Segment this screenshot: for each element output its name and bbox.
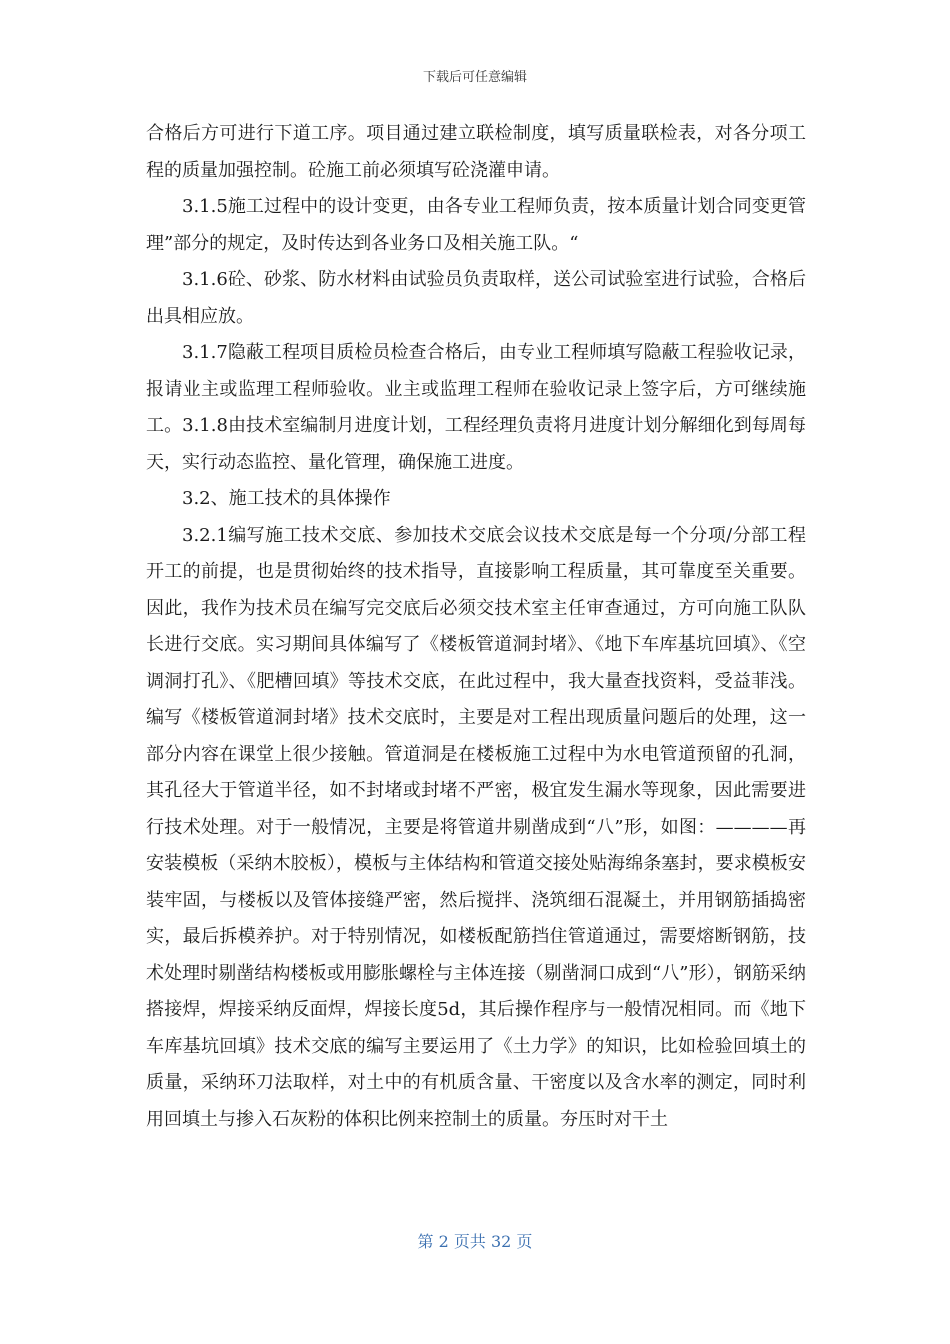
paragraph: 3.1.5施工过程中的设计变更，由各专业工程师负责，按本质量计划合同变更管理”部分的规定，及时传达到各业务口及相关施工队。“ — [146, 196, 806, 254]
paragraph: 3.2.1编写施工技术交底、参加技术交底会议技术交底是每一个分项/分部工程开工的前提，也是贯彻始终的技术指导，直接影响工程质量，其可靠度至关重要。因此，我作为技术员在编写完交底后必须交技术室主任审查通过，方可向施工队队长进行交底。实习期间具体编写了《楼板管道洞封堵》、《地下车库基坑回填》、《空调洞打孔》、《肥槽回填》等技术交底，在此过程中，我大量查找资料，受益菲浅。编写《楼板管道洞封堵》技术交底时，主要是对工程出现质量问题后的处理，这一部分内容在课堂上很少接触。管道洞是在楼板施工过程中为水电管道预留的孔洞，其孔径大于管道半径，如不封堵或封堵不严密，极宜发生漏水等现象，因此需要进行技术处理。对于一般情况，主要是将管道井剔凿成到“八”形，如图：————再安装模板（采纳木胶板），模板与主体结构和管道交接处贴海绵条塞封，要求模板安装牢固，与楼板以及管体接缝严密，然后搅拌、浇筑细石混凝土，并用钢筋插捣密实，最后拆模养护。对于特别情况，如楼板配筋挡住管道通过，需要熔断钢筋，技术处理时剔凿结构楼板或用膨胀螺栓与主体连接（剔凿洞口成到“八”形），钢筋采纳搭接焊，焊接采纳反面焊，焊接长度5d，其后操作程序与一般情况相同。而《地下车库基坑回填》技术交底的编写主要运用了《土力学》的知识，比如检验回填土的质量，采纳环刀法取样，对土中的有机质含量、干密度以及含水率的测定，同时利用回填土与掺入石灰粉的体积比例来控制土的质量。夯压时对干土 — [146, 524, 806, 1130]
page-number: 第 2 页共 32 页 — [417, 1232, 533, 1251]
paragraph: 3.1.6砼、砂浆、防水材料由试验员负责取样，送公司试验室进行试验，合格后出具相应放。 — [146, 269, 806, 327]
document-body — [146, 116, 806, 1138]
page-header: 下载后可任意编辑 — [422, 70, 527, 85]
section-heading: 3.2、施工技术的具体操作 — [182, 488, 391, 509]
paragraph: 合格后方可进行下道工序。项目通过建立联检制度，填写质量联检表，对各分项工程的质量加强控制。砼施工前必须填写砼浇灌申请。 — [146, 123, 806, 181]
paragraph: 3.1.7隐蔽工程项目质检员检查合格后，由专业工程师填写隐蔽工程验收记录，报请业主或监理工程师验收。业主或监理工程师在验收记录上签字后，方可继续施工。3.1.8由技术室编制月进度计划，工程经理负责将月进度计划分解细化到每周每天，实行动态监控、量化管理，确保施工进度。 — [146, 342, 806, 473]
